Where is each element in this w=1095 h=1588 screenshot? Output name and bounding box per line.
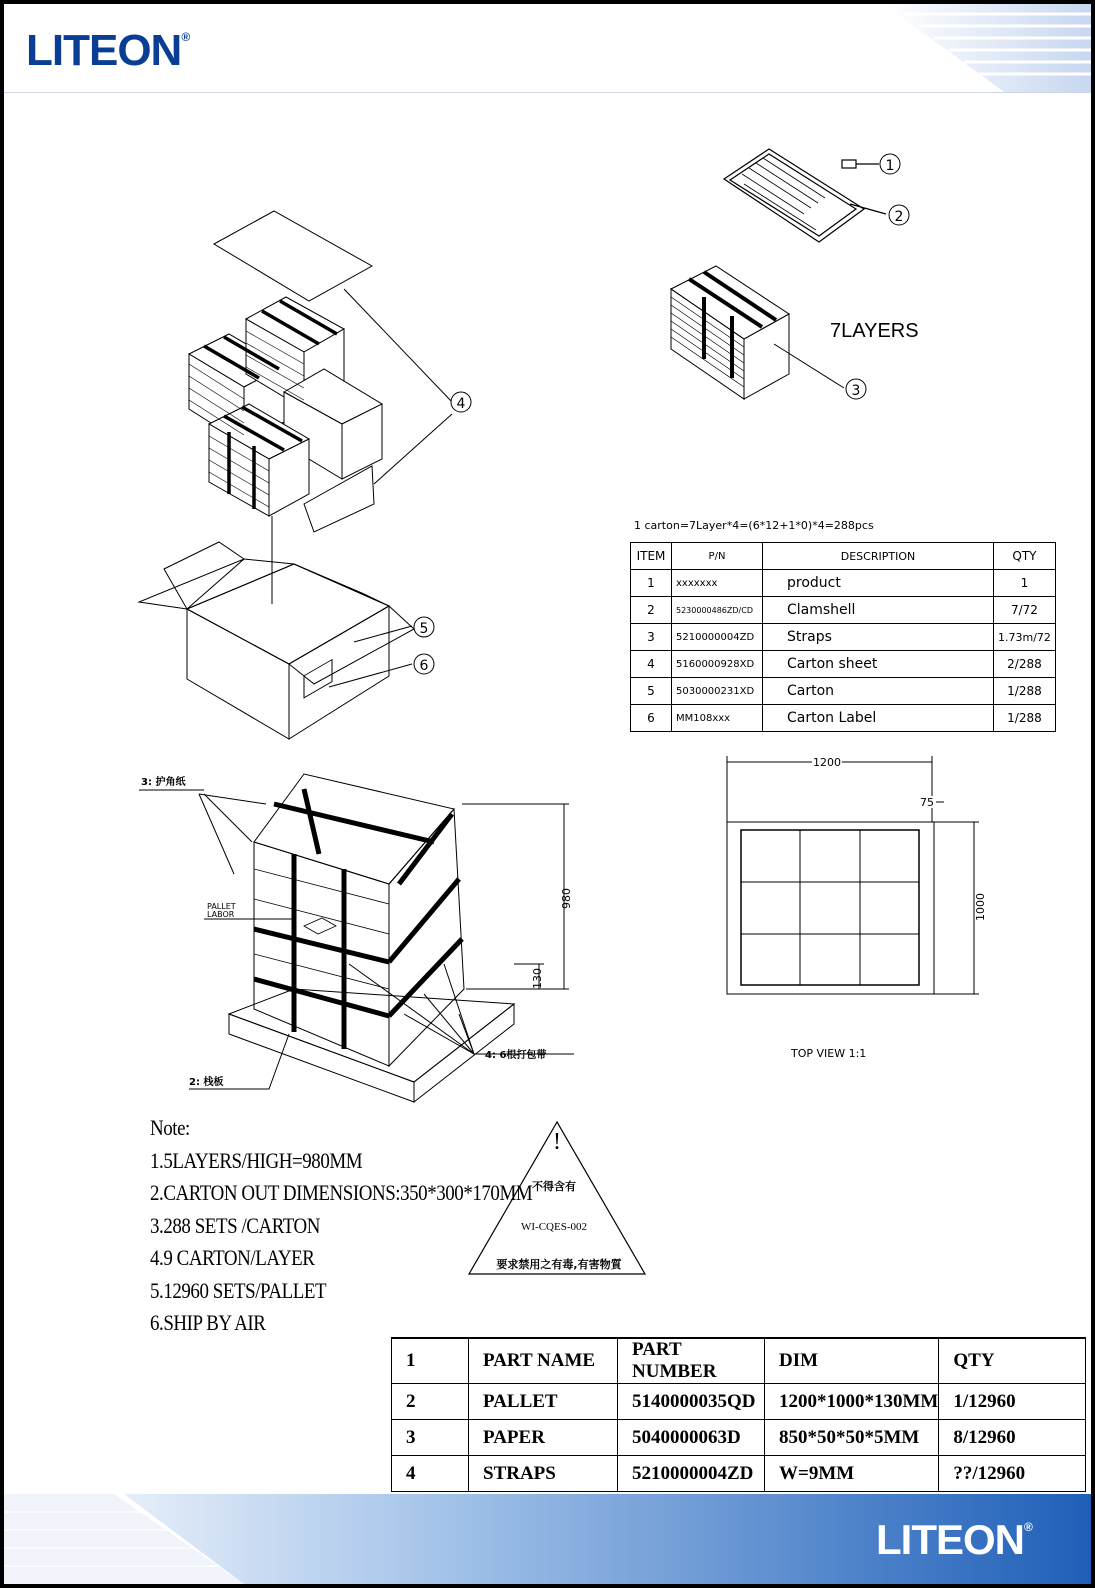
table-row: [392, 1384, 1086, 1420]
cell: Clamshell: [763, 597, 994, 624]
warning-mark: !: [553, 1129, 561, 1155]
cell: 3: [392, 1420, 469, 1456]
top-view-drawing: [727, 756, 979, 994]
callout-6-label: 6: [419, 658, 429, 674]
label-straps: 4: 6根打包带: [485, 1050, 547, 1061]
warning-line3: 要求禁用之有毒,有害物質: [496, 1258, 622, 1271]
cell: 1200*1000*130MM: [765, 1384, 939, 1420]
callout-3-label: 3: [851, 383, 861, 399]
notes-block: [150, 1112, 594, 1340]
cell: 1: [994, 570, 1056, 597]
table-row: [392, 1420, 1086, 1456]
cell: PAPER: [469, 1420, 618, 1456]
cell: PART NUMBER: [618, 1338, 765, 1384]
cell: 1/288: [994, 705, 1056, 732]
cell: 7/72: [994, 597, 1056, 624]
cell: 5210000004ZD: [672, 624, 763, 651]
note-item: 2.CARTON OUT DIMENSIONS:350*300*170MM: [150, 1180, 533, 1205]
table-row: [631, 678, 1056, 705]
cell: DIM: [765, 1338, 939, 1384]
note-item: 6.SHIP BY AIR: [150, 1310, 266, 1335]
cell: Carton: [763, 678, 994, 705]
dim-base-130: 130: [531, 968, 544, 989]
cell: 4: [631, 651, 672, 678]
callout-5-label: 5: [419, 621, 429, 637]
dim-width-1200: 1200: [813, 756, 841, 769]
table-row: [631, 651, 1056, 678]
dim-height-980: 980: [560, 888, 573, 909]
table-header-row: [631, 543, 1056, 570]
cell: QTY: [939, 1338, 1086, 1384]
cell: 5: [631, 678, 672, 705]
cell: xxxxxxx: [672, 570, 763, 597]
cell: PART NAME: [469, 1338, 618, 1384]
cell: PALLET: [469, 1384, 618, 1420]
cell: 1/12960: [939, 1384, 1086, 1420]
cell: 1: [392, 1338, 469, 1384]
cell: 5140000035QD: [618, 1384, 765, 1420]
cell: 2: [392, 1384, 469, 1420]
table-row: [631, 570, 1056, 597]
cell: 2: [631, 597, 672, 624]
note-item: 5.12960 SETS/PALLET: [150, 1277, 327, 1303]
top-view-caption: TOP VIEW 1:1: [791, 1047, 867, 1060]
label-labor: LABOR: [207, 910, 235, 919]
cell: 1: [631, 570, 672, 597]
callout-2-label: 2: [894, 209, 904, 225]
header-item: ITEM: [631, 543, 672, 570]
cell: 5160000928XD: [672, 651, 763, 678]
carton-bom-table: [630, 542, 1056, 732]
callout-1-label: 1: [885, 158, 895, 174]
cell: 850*50*50*5MM: [765, 1420, 939, 1456]
cell: 1.73m/72: [994, 624, 1056, 651]
dim-depth-1000: 1000: [974, 893, 987, 921]
label-corner-paper: 3: 护角纸: [141, 777, 186, 788]
cell: 8/12960: [939, 1420, 1086, 1456]
notes-title: Note:: [150, 1115, 190, 1140]
cell: 1/288: [994, 678, 1056, 705]
dim-offset-75: 75: [920, 796, 934, 809]
cell: ??/12960: [939, 1456, 1086, 1492]
cell: 5210000004ZD: [618, 1456, 765, 1492]
exploded-carton-drawing: [139, 211, 452, 739]
label-pallet: PALLET: [207, 902, 236, 911]
layers-label: 7LAYERS: [830, 320, 919, 342]
brand-name: LITEON: [876, 1516, 1024, 1563]
tray-stack-drawing: [671, 266, 844, 399]
registered-mark: ®: [181, 30, 190, 44]
footer-logo: [876, 1516, 1032, 1564]
label-pallet-board: 2: 栈板: [189, 1077, 224, 1088]
cell: Straps: [763, 624, 994, 651]
table-row: [631, 597, 1056, 624]
registered-mark: ®: [1024, 1520, 1032, 1534]
carton-table-caption: 1 carton=7Layer*4=(6*12+1*0)*4=288pcs: [634, 519, 874, 532]
note-item: 4.9 CARTON/LAYER: [150, 1245, 315, 1270]
cell: STRAPS: [469, 1456, 618, 1492]
brand-name: LITEON: [26, 26, 182, 75]
table-row: [631, 705, 1056, 732]
pallet-parts-table: [391, 1337, 1086, 1492]
cell: product: [763, 570, 994, 597]
note-item: 1.5LAYERS/HIGH=980MM: [150, 1147, 363, 1173]
cell: MM108xxx: [672, 705, 763, 732]
table-row: [631, 624, 1056, 651]
cell: 5030000231XD: [672, 678, 763, 705]
cell: Carton sheet: [763, 651, 994, 678]
cell: 2/288: [994, 651, 1056, 678]
header-qty: QTY: [994, 543, 1056, 570]
cell: 5040000063D: [618, 1420, 765, 1456]
note-item: 3.288 SETS /CARTON: [150, 1212, 321, 1238]
header-description: DESCRIPTION: [763, 543, 994, 570]
cell: 3: [631, 624, 672, 651]
clamshell-tray-drawing: [724, 149, 886, 242]
cell: 5230000486ZD/CD: [672, 597, 763, 624]
cell: W=9MM: [765, 1456, 939, 1492]
table-row: [392, 1456, 1086, 1492]
callout-4-label: 4: [456, 396, 466, 412]
warning-line1: 不得含有: [532, 1180, 576, 1193]
warning-line2: WI-CQES-002: [521, 1221, 587, 1233]
header-pn: P/N: [672, 543, 763, 570]
cell: Carton Label: [763, 705, 994, 732]
cell: 4: [392, 1456, 469, 1492]
table-row: [392, 1338, 1086, 1384]
cell: 6: [631, 705, 672, 732]
